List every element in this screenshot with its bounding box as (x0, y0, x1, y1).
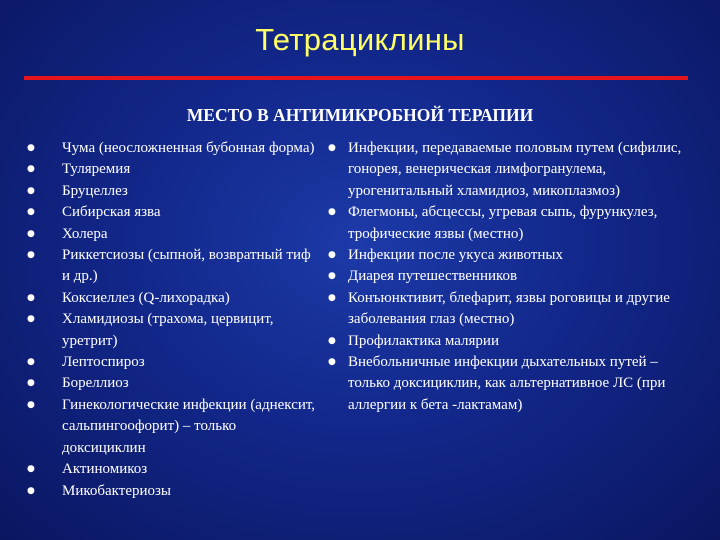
list-item-text: Инфекции после укуса животных (348, 247, 563, 264)
bullet-dot-icon: ● (27, 314, 35, 325)
left-column (27, 138, 319, 502)
list-item (328, 352, 700, 416)
list-item-text: Сибирская язва (62, 204, 161, 221)
bullet-dot-icon: ● (27, 292, 35, 303)
bullet-dot-icon: ● (27, 357, 35, 368)
bullet-dot-icon: ● (27, 207, 35, 218)
list-item-text: Диарея путешественников (348, 268, 518, 285)
list-item (27, 224, 319, 245)
slide-subtitle: МЕСТО В АНТИМИКРОБНОЙ ТЕРАПИИ (186, 105, 534, 125)
list-item-text: Холера (62, 225, 108, 242)
list-item (328, 138, 700, 202)
list-item (27, 309, 319, 352)
list-item (27, 395, 319, 459)
bullet-dot-icon: ● (27, 164, 35, 175)
list-item-text: Конъюнктивит, блефарит, язвы роговицы и другие заболевания глаз (местно) (348, 289, 670, 328)
list-item-text: Хламидиозы (трахома, цервицит, уретрит) (62, 311, 274, 349)
right-column (328, 138, 700, 416)
list-item (27, 352, 319, 373)
bullet-dot-icon: ● (27, 228, 35, 239)
bullet-dot-icon: ● (27, 250, 35, 261)
list-item-text: Актиномикоз (62, 461, 148, 478)
bullet-dot-icon: ● (328, 335, 336, 346)
bullet-dot-icon: ● (27, 143, 35, 153)
list-item (328, 331, 700, 352)
list-item-text: Микобактериозы (62, 482, 172, 499)
list-item (328, 202, 700, 245)
list-item-text: Бореллиоз (62, 375, 129, 392)
bullet-dot-icon: ● (27, 378, 35, 389)
list-item (27, 159, 319, 180)
list-item (328, 266, 700, 287)
list-item-text: Внебольничные инфекции дыхательных путей – только доксициклин, как альтернативное ЛС (при аллергии к бета -лактамам) (348, 354, 666, 413)
bullet-dot-icon: ● (27, 464, 35, 475)
list-item-text: Риккетсиозы (сыпной, возвратный тиф и др.) (62, 247, 311, 285)
list-item (27, 138, 319, 159)
list-item-text: Лептоспироз (62, 354, 145, 371)
list-item-text: Бруцеллез (62, 182, 128, 199)
left-bullet-list (27, 138, 319, 502)
bullet-dot-icon: ● (27, 399, 35, 410)
bullet-dot-icon: ● (27, 185, 35, 196)
list-item (328, 245, 700, 266)
bullet-dot-icon: ● (27, 485, 35, 496)
slide-title: Тетрациклины (255, 22, 465, 57)
bullet-dot-icon: ● (328, 250, 336, 261)
list-item (27, 459, 319, 480)
list-item-text: Профилактика малярии (348, 332, 499, 349)
bullet-dot-icon: ● (328, 271, 336, 282)
list-item-text: Инфекции, передаваемые половым путем (сифилис, гонорея, венерическая лимфогранулема, урогенитальный хламидиоз, микоплазмоз) (348, 140, 682, 199)
list-item-text: Туляремия (62, 161, 131, 178)
bullet-dot-icon: ● (328, 292, 336, 303)
list-item (328, 288, 700, 331)
list-item-text: Флегмоны, абсцессы, угревая сыпь, фурункулез, трофические язвы (местно) (348, 204, 658, 242)
bullet-dot-icon: ● (328, 143, 336, 153)
title-divider (24, 76, 688, 80)
list-item-text: Гинекологические инфекции (аднексит, сальпингоофорит) – только доксициклин (62, 396, 316, 456)
list-item (27, 245, 319, 288)
list-item-text: Коксиеллез (Q-лихорадка) (62, 289, 230, 306)
bullet-dot-icon: ● (328, 207, 336, 218)
list-item (27, 373, 319, 394)
list-item (27, 288, 319, 309)
list-item-text: Чума (неосложненная бубонная форма) (62, 140, 315, 156)
list-item (27, 202, 319, 223)
bullet-dot-icon: ● (328, 357, 336, 368)
list-item (27, 181, 319, 202)
right-bullet-list (328, 138, 700, 416)
list-item (27, 481, 319, 502)
